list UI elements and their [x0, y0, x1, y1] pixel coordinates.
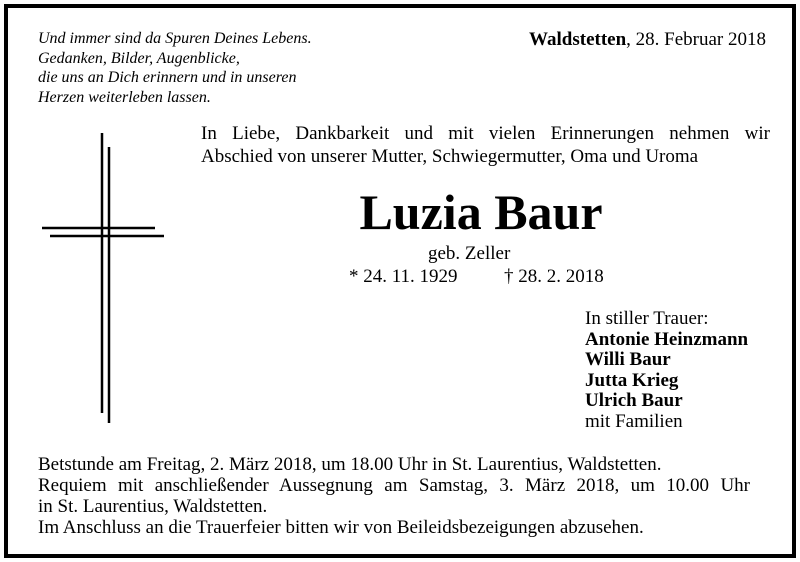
obituary-notice — [4, 4, 796, 558]
mourner-name: Willi Baur — [585, 349, 671, 370]
date: , 28. Februar 2018 — [626, 29, 766, 50]
poem-line: die uns an Dich erinnern und in unseren — [38, 69, 297, 86]
service-line: Requiem mit anschließender Aussegnung am Samstag, 3. März 2018, um 10.00 Uhr — [38, 475, 750, 496]
cross-icon — [34, 133, 164, 433]
intro-line: In Liebe, Dankbarkeit und mit vielen Erinnerungen nehmen wir — [201, 123, 770, 144]
mourner-name: Jutta Krieg — [585, 369, 679, 391]
mourner-name: Ulrich Baur — [585, 390, 683, 411]
memorial-poem — [38, 29, 388, 107]
service-line: in St. Laurentius, Waldstetten. — [38, 496, 268, 517]
poem-line: Herzen weiterleben lassen. — [38, 88, 211, 106]
place-and-date — [529, 29, 766, 51]
mourners-list — [585, 309, 748, 432]
intro-line: Abschied von unserer Mutter, Schwiegermutter, Oma und Uroma — [201, 146, 699, 167]
service-line: Im Anschluss an die Trauerfeier bitten wir von Beileidsbezeigungen abzusehen. — [38, 517, 644, 538]
service-details — [38, 454, 750, 538]
mourner-name: Antonie Heinzmann — [585, 328, 749, 350]
deceased-name: Luzia Baur — [359, 184, 603, 240]
poem-line: Und immer sind da Spuren Deines Lebens. — [38, 30, 312, 47]
place: Waldstetten — [529, 29, 627, 50]
birth-date: * 24. 11. 1929 — [349, 266, 458, 287]
death-date: † 28. 2. 2018 — [504, 266, 604, 287]
intro-text — [201, 122, 770, 168]
mourners-intro: In stiller Trauer: — [585, 308, 709, 329]
service-line: Betstunde am Freitag, 2. März 2018, um 18.00 Uhr in St. Laurentius, Waldstetten. — [38, 454, 662, 475]
maiden-name: geb. Zeller — [428, 243, 511, 264]
mourners-outro: mit Familien — [585, 410, 683, 432]
poem-line: Gedanken, Bilder, Augenblicke, — [38, 49, 240, 67]
